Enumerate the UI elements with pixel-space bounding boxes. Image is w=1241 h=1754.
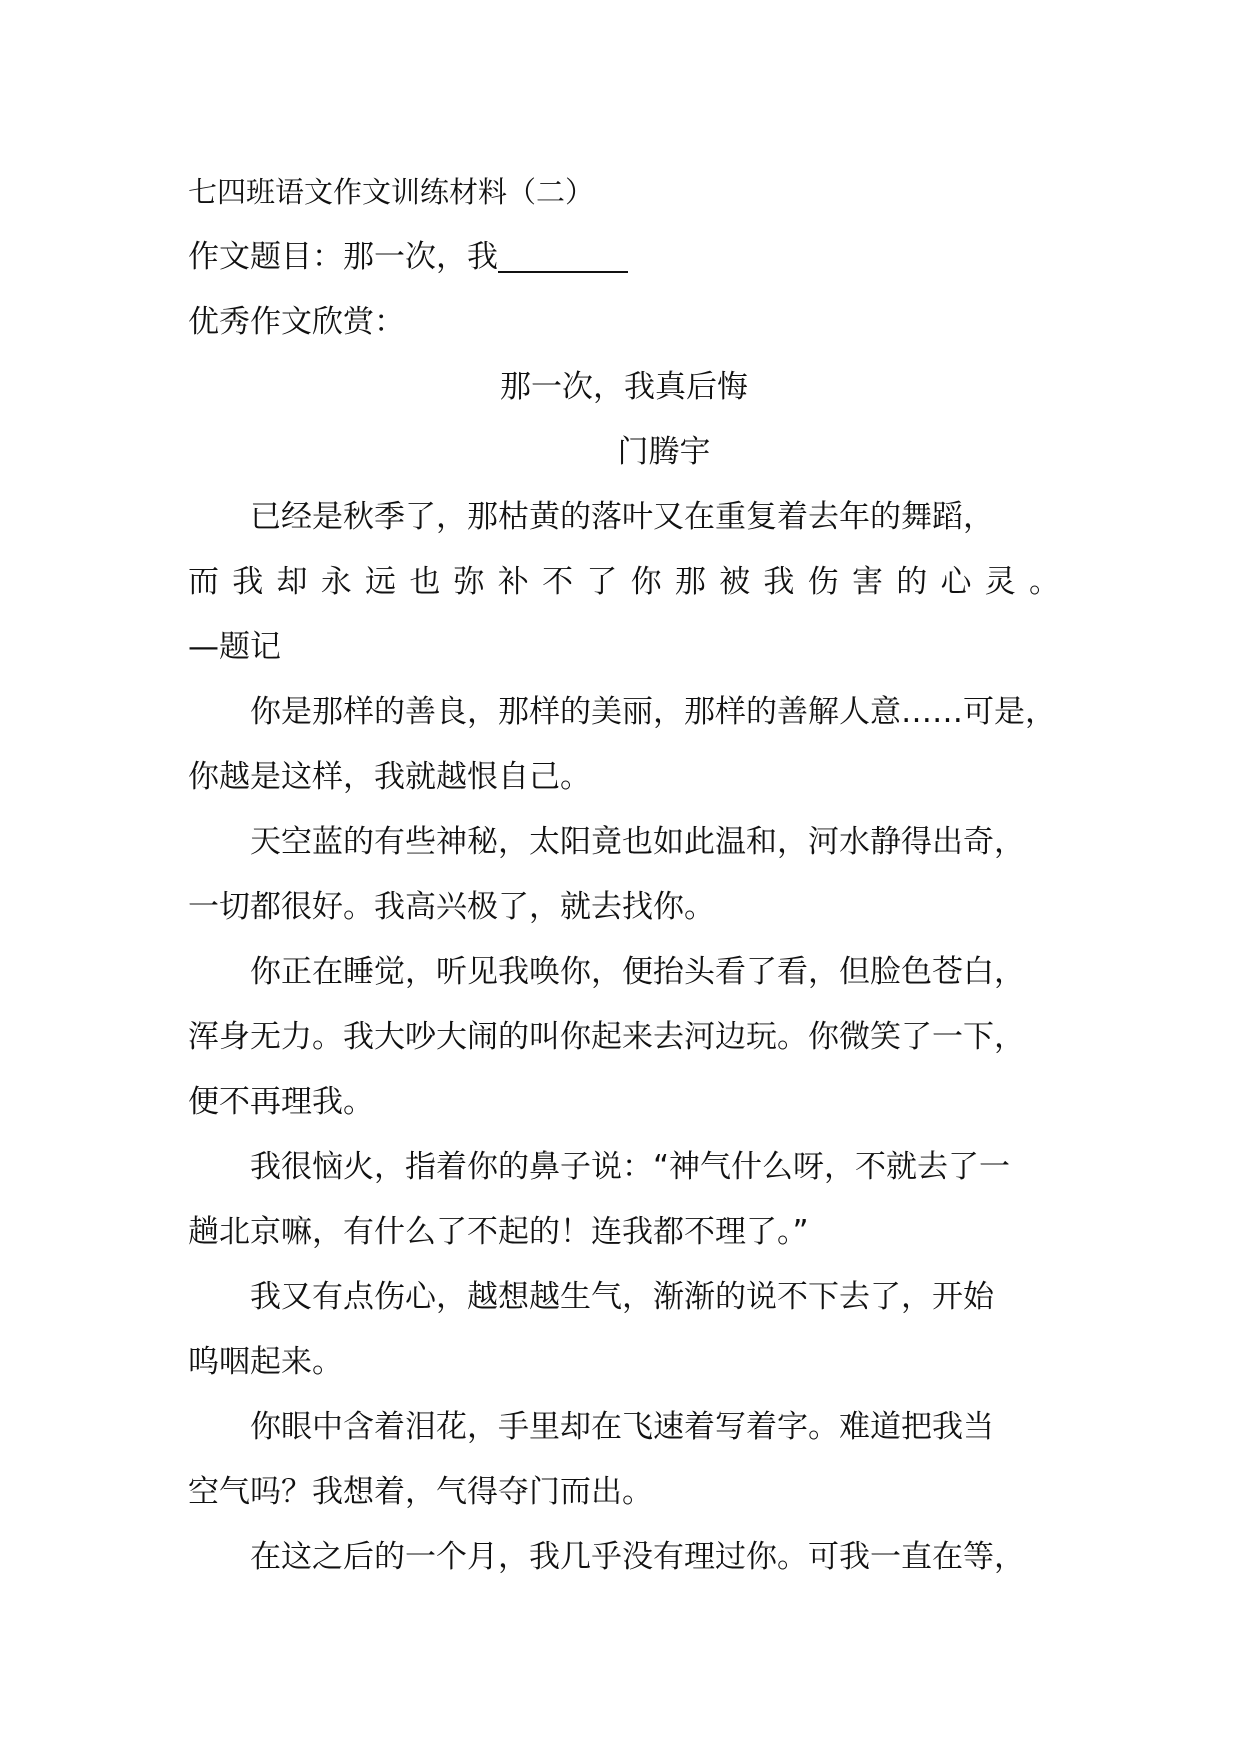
text-line: 呜咽起来。 [188,1344,343,1380]
text-line: 你越是这样，我就越恨自己。 [188,759,591,795]
text-line: 而我却永远也弥补不了你那被我伤害的心灵。 [188,564,1060,600]
text-line: 你眼中含着泪花，手里却在飞速着写着字。难道把我当 [250,1409,994,1445]
text-line: 天空蓝的有些神秘，太阳竟也如此温和，河水静得出奇， [250,824,1025,860]
text-line: 空气吗？我想着，气得夺门而出。 [188,1474,653,1510]
essay-prompt [188,225,1060,290]
text-line: 一切都很好。我高兴极了，就去找你。 [188,889,715,925]
text-line: 我又有点伤心，越想越生气，渐渐的说不下去了，开始 [250,1279,994,1315]
text-line: 你正在睡觉，听见我唤你，便抬头看了看，但脸色苍白， [250,954,1025,990]
section-label: 优秀作文欣赏： [188,304,405,340]
text-line: 浑身无力。我大吵大闹的叫你起来去河边玩。你微笑了一下， [188,1019,1025,1055]
document-header: 七四班语文作文训练材料（二） [188,175,595,209]
text-line: 便不再理我。 [188,1084,374,1120]
text-line: —题记 [188,629,281,665]
text-line: 我很恼火，指着你的鼻子说：“神气什么呀，不就去了一 [250,1149,1011,1185]
text-line: 你是那样的善良，那样的美丽，那样的善解人意……可是， [250,694,1056,730]
fill-in-blank [498,241,628,273]
text-line: 趟北京嘛，有什么了不起的！连我都不理了。” [188,1214,809,1250]
text-line: 在这之后的一个月，我几乎没有理过你。可我一直在等， [250,1539,1025,1575]
text-line: 已经是秋季了，那枯黄的落叶又在重复着去年的舞蹈， [250,499,994,535]
essay-title: 那一次，我真后悔 [500,369,748,405]
essay-prompt-label: 作文题目：那一次，我 [188,239,498,275]
document-body [188,160,1060,1590]
essay-author: 门腾宇 [617,434,711,470]
